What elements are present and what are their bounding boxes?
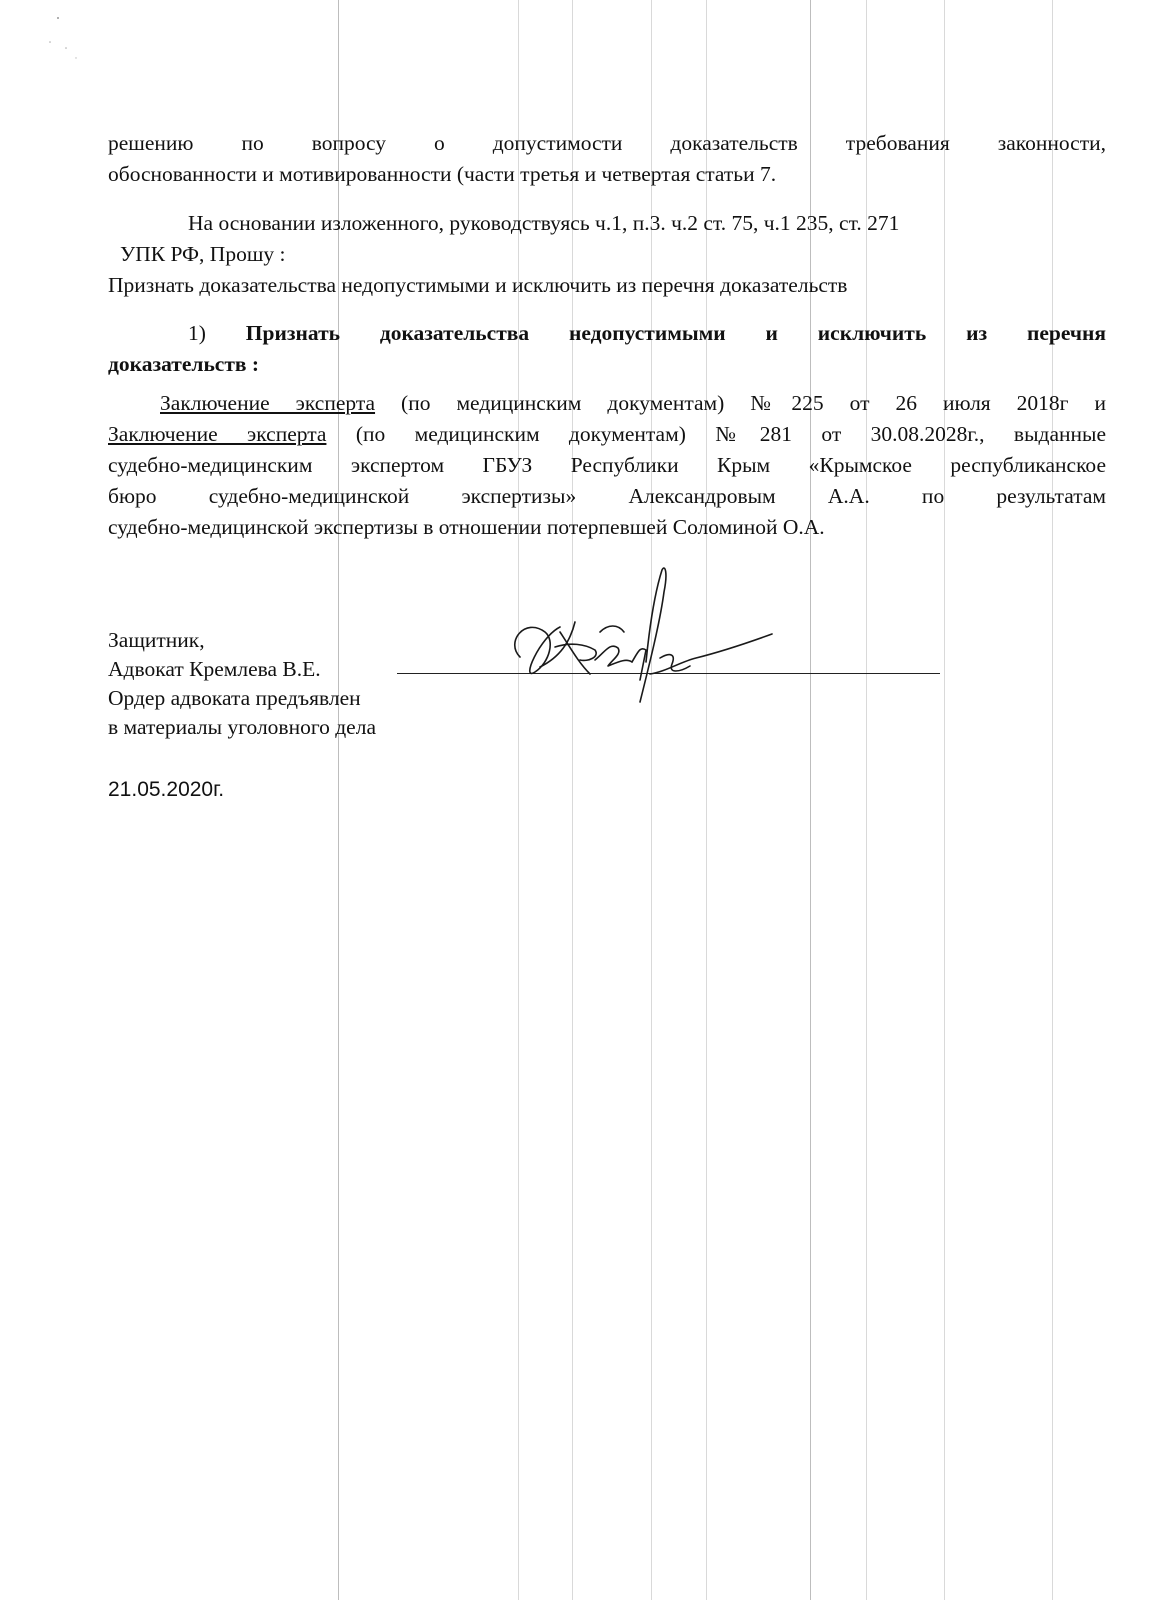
item-text: Признать доказательства недопустимыми и исключить из перечня	[245, 321, 1106, 345]
text-line: доказательств :	[108, 352, 260, 376]
text-line: Признать доказательства недопустимыми и исключить из перечня доказательств	[108, 273, 848, 297]
text-line	[108, 419, 1106, 450]
signature-block	[108, 626, 376, 742]
item-number: 1)	[188, 321, 206, 345]
text-line: судебно-медицинским экспертом ГБУЗ Республики Крым «Крымское республиканское	[108, 453, 1106, 477]
paragraph-continuation	[108, 128, 1106, 190]
text-line	[108, 388, 1106, 419]
expert-conclusion-ref-2: Заключение эксперта	[108, 422, 327, 446]
request-line	[108, 270, 1106, 301]
scan-specks	[48, 14, 88, 64]
text-segment: (по медицинским документам) №225 от 26 июля 2018г и	[375, 391, 1107, 415]
text-line	[108, 318, 1106, 349]
text-line: обоснованности и мотивированности (части третья и четвертая статьи 7.	[108, 162, 777, 186]
handwritten-signature	[500, 562, 800, 722]
text-line: бюро судебно-медицинской экспертизы» Александровым А.А. по результатам	[108, 484, 1106, 508]
text-line: судебно-медицинской экспертизы в отношении потерпевшей Соломиной О.А.	[108, 515, 825, 539]
text-line: решению по вопросу о допустимости доказательств требования законности,	[108, 131, 1106, 155]
text-line: На основании изложенного, руководствуясь ч.1, п.3. ч.2 ст. 75, ч.1 235, ст. 271	[188, 211, 900, 235]
signer-role: Защитник,	[108, 628, 205, 652]
expert-conclusion-ref-1: Заключение эксперта	[160, 391, 376, 415]
paragraph-basis	[108, 208, 1106, 270]
request-item-1	[108, 318, 1106, 380]
document-date: 21.05.2020г.	[108, 778, 225, 801]
text-line: УПК РФ, Прошу :	[120, 242, 286, 266]
signer-note: в материалы уголовного дела	[108, 715, 376, 739]
signer-name: Адвокат Кремлева В.Е.	[108, 657, 321, 681]
text-segment: (по медицинским документам) №281 от 30.08.2028г., выданные	[326, 422, 1107, 446]
signer-note: Ордер адвоката предъявлен	[108, 686, 361, 710]
evidence-paragraph	[108, 388, 1106, 543]
